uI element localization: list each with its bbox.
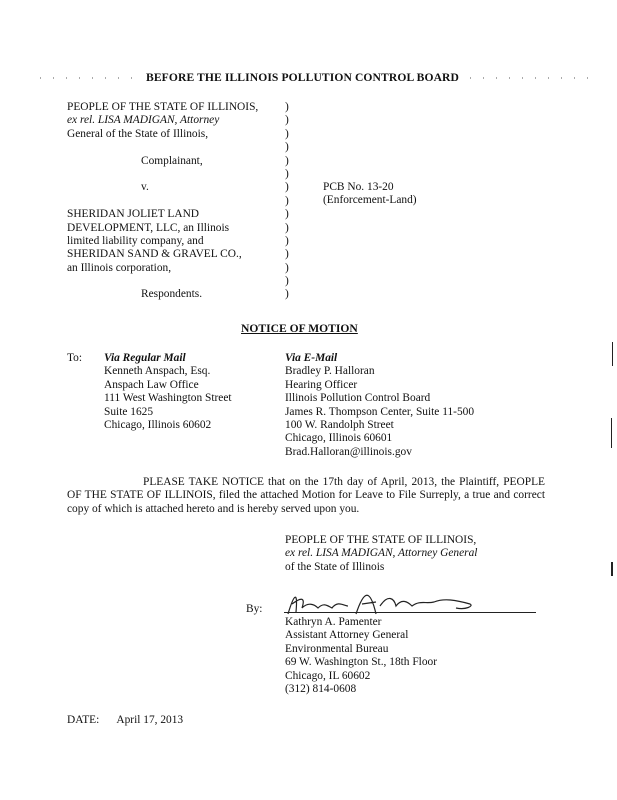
paren: ) [285, 181, 289, 194]
date-value: April 17, 2013 [116, 714, 184, 726]
caption-line: PEOPLE OF THE STATE OF ILLINOIS, [67, 101, 259, 113]
notice-body-text: PLEASE TAKE NOTICE that on the 17th day of April, 2013, the Plaintiff, PEOPLE OF THE STATE OF ILLINOIS, filed the attached Motion for Leave to File Surreply, a true and correct copy of which is attached hereto and is hereby served upon you. [67, 476, 545, 515]
address-line: Illinois Pollution Control Board [285, 392, 431, 405]
paren: ) [285, 101, 289, 113]
caption-line: v. [141, 181, 149, 194]
address-line: Bradley P. Halloran [285, 365, 375, 378]
address-line: Hearing Officer [285, 378, 358, 391]
delivery-method: Via E-Mail [285, 352, 338, 364]
caption-line [67, 275, 258, 288]
address-line: Kenneth Anspach, Esq. [104, 365, 211, 378]
caption-line: DEVELOPMENT, LLC, an Illinois [67, 221, 230, 234]
signer-block [285, 616, 437, 696]
scan-edge-mark [612, 342, 613, 366]
caption-line: Complainant, [141, 154, 203, 167]
paren: ) [285, 141, 289, 154]
paren: ) [285, 127, 289, 140]
signer-line: Environmental Bureau [285, 642, 389, 655]
paren: ) [285, 208, 289, 221]
board-title: BEFORE THE ILLINOIS POLLUTION CONTROL BOARD [146, 71, 459, 84]
recipient-email [285, 352, 474, 459]
signer-line: Assistant Attorney General [285, 629, 409, 642]
caption-line: SHERIDAN JOLIET LAND [67, 208, 200, 221]
case-caption-parties [67, 101, 258, 302]
paren: ) [285, 261, 289, 274]
party-signature-block [285, 534, 477, 574]
paren: ) [285, 221, 289, 234]
date-label: DATE: [67, 714, 100, 726]
paren: ) [285, 154, 289, 167]
caption-line [67, 141, 258, 154]
case-number-block [323, 181, 417, 208]
address-line: 111 West Washington Street [104, 392, 232, 405]
notice-heading: NOTICE OF MOTION [241, 322, 358, 335]
caption-line: an Illinois corporation, [67, 261, 172, 274]
caption-line: Respondents. [141, 288, 203, 301]
date-line [67, 714, 183, 727]
paren: ) [285, 234, 289, 247]
signer-line: Kathryn A. Pamenter [285, 616, 382, 628]
paren: ) [285, 275, 289, 288]
caption-line [67, 168, 258, 181]
scan-edge-mark [611, 562, 613, 576]
paren: ) [285, 114, 289, 127]
caption-line: SHERIDAN SAND & GRAVEL CO., [67, 248, 242, 261]
signature-line [284, 612, 536, 613]
address-line: Chicago, Illinois 60601 [285, 432, 393, 445]
paren: ) [285, 288, 289, 301]
notice-body [67, 476, 545, 516]
party-line: ex rel. LISA MADIGAN, Attorney General [285, 547, 478, 560]
caption-parentheses [285, 101, 289, 302]
caption-line: limited liability company, and [67, 234, 204, 247]
by-label: By: [246, 603, 263, 615]
party-line: PEOPLE OF THE STATE OF ILLINOIS, [285, 534, 477, 546]
address-line: Anspach Law Office [104, 378, 199, 391]
case-type: (Enforcement-Land) [323, 194, 417, 207]
address-line: James R. Thompson Center, Suite 11-500 [285, 405, 475, 418]
case-number: PCB No. 13-20 [323, 181, 394, 193]
address-line: Suite 1625 [104, 405, 154, 418]
paren: ) [285, 248, 289, 261]
to-label: To: [67, 352, 83, 364]
signer-line: (312) 814-0608 [285, 683, 357, 696]
paren: ) [285, 194, 289, 207]
email-address: Brad.Halloran@illinois.gov [285, 445, 412, 458]
address-line: 100 W. Randolph Street [285, 419, 394, 432]
caption-line: ex rel. LISA MADIGAN, Attorney [67, 114, 220, 127]
caption-line: General of the State of Illinois, [67, 127, 209, 140]
scan-edge-mark [611, 418, 612, 448]
signer-line: Chicago, IL 60602 [285, 669, 371, 682]
paren: ) [285, 167, 289, 180]
party-line: of the State of Illinois [285, 560, 385, 573]
address-line: Chicago, Illinois 60602 [104, 419, 212, 432]
signer-line: 69 W. Washington St., 18th Floor [285, 656, 438, 669]
recipient-regular-mail [104, 352, 232, 432]
caption-line [67, 195, 258, 208]
delivery-method: Via Regular Mail [104, 352, 186, 364]
